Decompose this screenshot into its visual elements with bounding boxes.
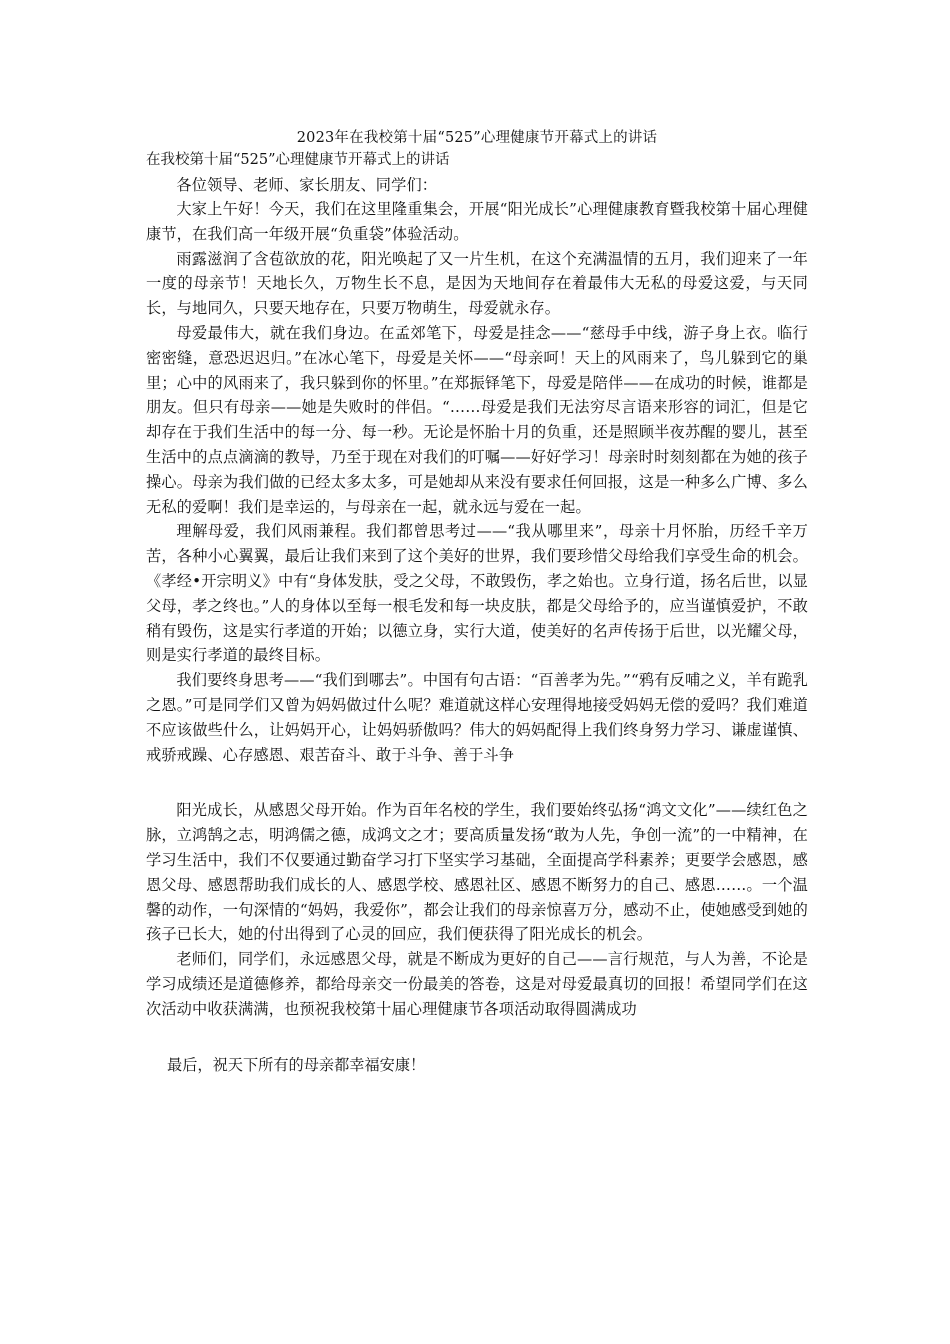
paragraph-mothers-day: 雨露滋润了含苞欲放的花，阳光唤起了又一片生机，在这个充满温情的五月，我们迎来了一年一度的母亲节！天地长久，万物生长不息，是因为天地间存在着最伟大无私的母爱这爱，与天同长，与地同久，只要天地存在，只要万物萌生，母爱就永存。 (146, 249, 808, 318)
paragraph-sunshine-growth: 阳光成长，从感恩父母开始。作为百年名校的学生，我们要始终弘扬“鸿文文化”——续红色之脉，立鸿鹄之志，明鸿儒之德，成鸿文之才；要高质量发扬“敢为人先，争创一流”的一中精神，在学习生活中，我们不仅要通过勤奋学习打下坚实学习基础，全面提高学科素养；更要学会感恩，感恩父母、感恩帮助我们成长的人、感恩学校、感恩社区、感恩不断努力的自己、感恩……。一个温馨的动作，一句深情的“妈妈，我爱你”，都会让我们的母亲惊喜万分，感动不止，使她感受到她的孩子已长大，她的付出得到了心灵的回应，我们便获得了阳光成长的机会。 (146, 801, 808, 944)
closing-line: 最后，祝天下所有的母亲都幸福安康！ (167, 1055, 426, 1074)
salutation: 各位领导、老师、家长朋友、同学们： (176, 176, 438, 194)
paragraph-where-to-go: 我们要终身思考——“我们到哪去”。中国有句古语：“百善孝为先。”“鸦有反哺之义，羊有跪乳之恩。”可是同学们又曾为妈妈做过什么呢？难道就这样心安理得地接受妈妈无偿的爱吗？我们难道不应该做些什么，让妈妈开心，让妈妈骄傲吗？伟大的妈妈配得上我们终身努力学习、谦虚谨慎、戒骄戒躁、心存感恩、艰苦奋斗、敢于斗争、善于斗争 (146, 671, 808, 764)
document-subtitle: 在我校第十届“525”心理健康节开幕式上的讲话 (146, 152, 450, 168)
document-title: 2023年在我校第十届“525”心理健康节开幕式上的讲话 (296, 130, 658, 146)
paragraph-spacer (146, 1022, 808, 1053)
document-page (146, 127, 808, 1077)
paragraph-greeting: 大家上午好！今天，我们在这里隆重集会，开展“阳光成长”心理健康教育暨我校第十届心理健康节，在我们高一年级开展“负重袋”体验活动。 (146, 200, 808, 243)
paragraph-understand-love: 理解母爱，我们风雨兼程。我们都曾思考过——“我从哪里来”，母亲十月怀胎，历经千辛万苦，各种小心翼翼，最后让我们来到了这个美好的世界，我们要珍惜父母给我们享受生命的机会。《孝经•开宗明义》中有“身体发肤，受之父母，不敢毁伤，孝之始也。立身行道，扬名后世，以显父母，孝之终也。”人的身体以至每一根毛发和每一块皮肤，都是父母给予的，应当谨慎爱护，不敢稍有毁伤，这是实行孝道的开始；以德立身，实行大道，使美好的名声传扬于后世，以光耀父母，则是实行孝道的最终目标。 (146, 522, 808, 665)
paragraph-mother-love: 母爱最伟大，就在我们身边。在孟郊笔下，母爱是挂念——“慈母手中线，游子身上衣。临行密密缝，意恐迟迟归。”在冰心笔下，母爱是关怀——“母亲呵！天上的风雨来了，鸟儿躲到它的巢里；心中的风雨来了，我只躲到你的怀里。”在郑振铎笔下，母爱是陪伴——在成功的时候，谁都是朋友。但只有母亲——她是失败时的伴侣。“……母爱是我们无法穷尽言语来形容的词汇，但是它却存在于我们生活中的每一分、每一秒。无论是怀胎十月的负重，还是照顾半夜苏醒的婴儿，甚至生活中的点点滴滴的教导，乃至于现在对我们的叮嘱——好好学习！母亲时时刻刻都在为她的孩子操心。母亲为我们做的已经太多太多，可是她却从来没有要求任何回报，这是一种多么广博、多么无私的爱啊！我们是幸运的，与母亲在一起，就永远与爱在一起。 (146, 323, 808, 516)
paragraph-spacer (146, 767, 808, 798)
paragraph-teachers-students: 老师们，同学们，永远感恩父母，就是不断成为更好的自己——言行规范，与人为善，不论是学习成绩还是道德修养，都给母亲交一份最美的答卷，这是对母爱最真切的回报！希望同学们在这次活动中收获满满，也预祝我校第十届心理健康节各项活动取得圆满成功 (146, 950, 808, 1018)
